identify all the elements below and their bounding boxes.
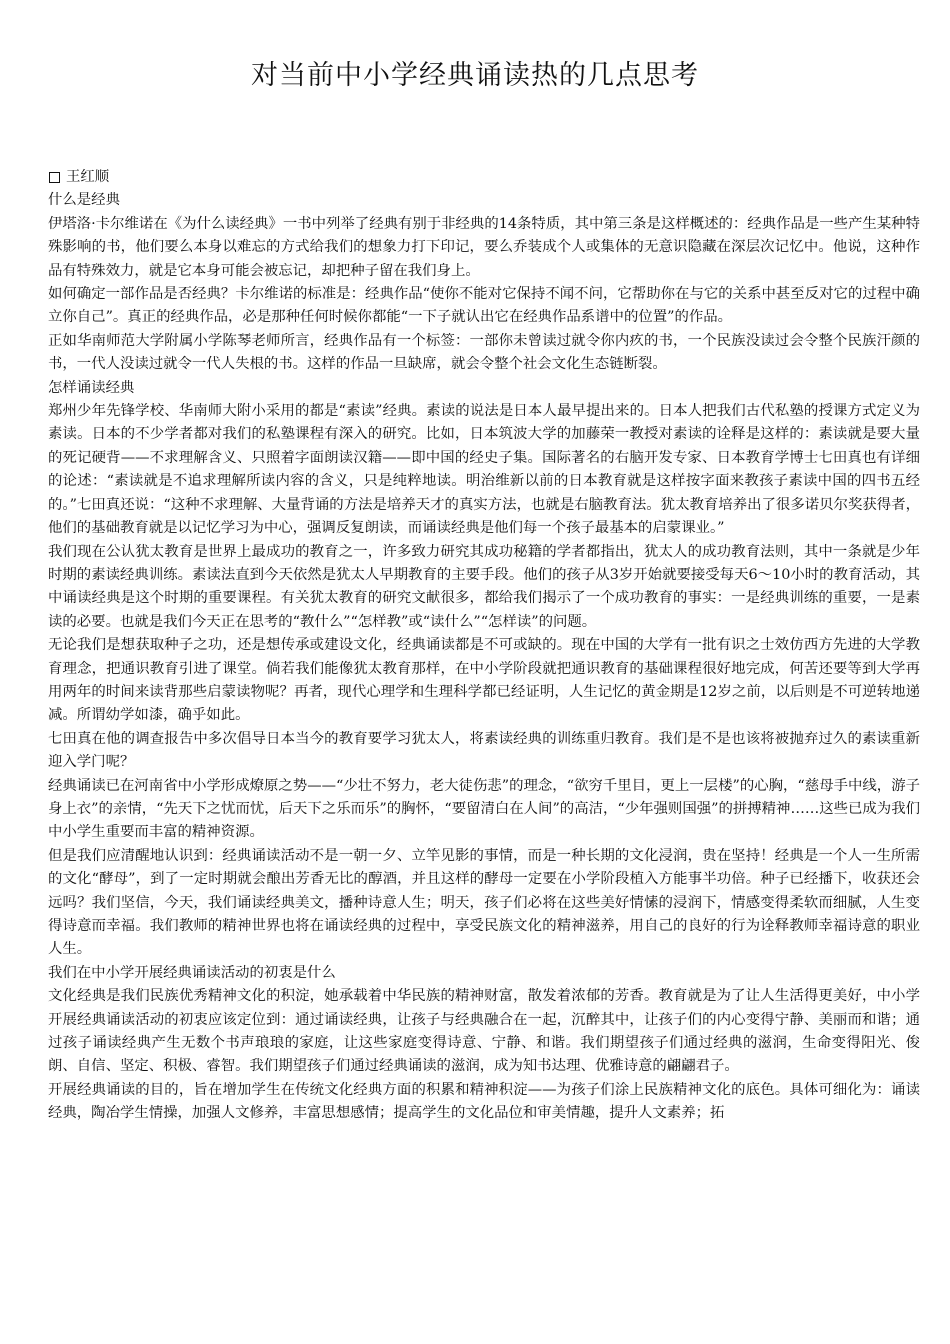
page-title: 对当前中小学经典诵读热的几点思考: [251, 60, 699, 91]
section-heading-how-to-read: 怎样诵读经典: [48, 379, 135, 396]
section-heading-what-is-classic: 什么是经典: [48, 192, 120, 209]
author-name: 王红顺: [66, 169, 110, 185]
paragraph: 正如华南师范大学附属小学陈琴老师所言，经典作品有一个标签：一部你未曾读过就令你内疚的书，一个民族没读过会令整个民族汗颜的书，一代人没读过就令一代人失根的书。这样的作品一旦缺席，就会令整个社会文化生态链断裂。: [48, 332, 920, 373]
paragraph: 开展经典诵读的目的，旨在增加学生在传统文化经典方面的积累和精神积淀——为孩子们涂上民族精神文化的底色。具体可细化为：诵读经典，陶冶学生情操，加强人文修养，丰富思想感情；提高学生的文化品位和审美情趣，提升人文素养；拓: [48, 1081, 920, 1122]
paragraph: 七田真在他的调查报告中多次倡导日本当今的教育要学习犹太人，将素读经典的训练重归教育。我们是不是也该将被抛弃过久的素读重新迎入学门呢？: [48, 730, 920, 771]
checkbox-square-icon: [49, 172, 60, 183]
paragraph: 郑州少年先锋学校、华南师大附小采用的都是“素读”经典。素读的说法是日本人最早提出来的。日本人把我们古代私塾的授课方式定义为素读。日本的不少学者都对我们的私塾课程有深入的研究。比如，日本筑波大学的加藤荣一教授对素读的诠释是这样的：素读就是要大量的死记硬背——不求理解含义、只照着字面朗读汉籍——即中国的经史子集。国际著名的右脑开发专家、日本教育学博士七田真也有详细的论述：“素读就是不追求理解所读内容的含义，只是纯粹地读。明治维新以前的日本教育就是这样按字面来教孩子素读中国的四书五经的。”七田真还说：“这种不求理解、大量背诵的方法是培养天才的真实方法，也就是右脑教育法。犹太教育培养出了很多诺贝尔奖获得者，他们的基础教育就是以记忆学习为中心，强调反复朗读，而诵读经典是他们每一个孩子最基本的启蒙课业。”: [48, 403, 920, 537]
paragraph: 无论我们是想获取种子之功，还是想传承或建设文化，经典诵读都是不可或缺的。现在中国的大学有一批有识之士效仿西方先进的大学教育理念，把通识教育引进了课堂。倘若我们能像犹太教育那样，在中小学阶段就把通识教育的基础课程很好地完成，何苦还要等到大学再用两年的时间来读背那些启蒙读物呢？再者，现代心理学和生理科学都已经证明，人生记忆的黄金期是12岁之前，以后则是不可逆转地递减。所谓幼学如漆，确乎如此。: [48, 637, 920, 724]
article-body: [48, 166, 920, 1126]
paragraph: 但是我们应清醒地认识到：经典诵读活动不是一朝一夕、立竿见影的事情，而是一种长期的文化浸润，贵在坚持！经典是一个人一生所需的文化“酵母”，到了一定时期就会酿出芳香无比的醇酒，并且这样的酵母一定要在小学阶段植入方能事半功倍。种子已经播下，收获还会远吗？我们坚信，今天，我们诵读经典美文，播种诗意人生；明天，孩子们必将在这些美好情愫的浸润下，情感变得柔软而细腻，人生变得诗意而幸福。我们教师的精神世界也将在诵读经典的过程中，享受民族文化的精神滋养，用自己的良好的行为诠释教师幸福诗意的职业人生。: [48, 847, 920, 958]
paragraph: 如何确定一部作品是否经典？卡尔维诺的标准是：经典作品“使你不能对它保持不闻不问，它帮助你在与它的关系中甚至反对它的过程中确立你自己”。真正的经典作品，必是那种任何时候你都能“一下子就认出它在经典作品系谱中的位置”的作品。: [48, 286, 920, 326]
paragraph: 文化经典是我们民族优秀精神文化的积淀，她承载着中华民族的精神财富，散发着浓郁的芳香。教育就是为了让人生活得更美好，中小学开展经典诵读活动的初衷应该定位到：通过诵读经典，让孩子与经典融合在一起，沉醉其中，让孩子们的内心变得宁静、美丽而和谐；通过孩子诵读经典产生无数个书声琅琅的家庭，让这些家庭变得诗意、宁静、和谐。我们期望孩子们通过经典的滋润，生命变得阳光、俊朗、自信、坚定、积极、睿智。我们期望孩子们通过经典诵读的滋润，成为知书达理、优雅诗意的翩翩君子。: [48, 988, 920, 1075]
author-line: [48, 166, 920, 189]
paragraph: 伊塔洛·卡尔维诺在《为什么读经典》一书中列举了经典有别于非经典的14条特质，其中第三条是这样概述的：经典作品是一些产生某种特殊影响的书，他们要么本身以难忘的方式给我们的想象力打下印记，要么乔装成个人或集体的无意识隐藏在深层次记忆中。他说，这种作品有特殊效力，就是它本身可能会被忘记，却把种子留在我们身上。: [48, 215, 920, 279]
paragraph: 我们现在公认犹太教育是世界上最成功的教育之一，许多致力研究其成功秘籍的学者都指出，犹太人的成功教育法则，其中一条就是少年时期的素读经典训练。素读法直到今天依然是犹太人早期教育的主要手段。他们的孩子从3岁开始就要接受每天6～10小时的教育活动，其中诵读经典是这个时期的重要课程。有关犹太教育的研究文献很多，都给我们揭示了一个成功教育的事实：一是经典训练的重要，一是素读的必要。也就是我们今天正在思考的“教什么”“怎样教”或“读什么”“怎样读”的问题。: [48, 543, 920, 630]
section-heading-original-intent: 我们在中小学开展经典诵读活动的初衷是什么: [48, 964, 336, 981]
paragraph: 经典诵读已在河南省中小学形成燎原之势——“少壮不努力，老大徒伤悲”的理念，“欲穷千里目，更上一层楼”的心胸，“慈母手中线，游子身上衣”的亲情，“先天下之忧而忧，后天下之乐而乐”的胸怀，“要留清白在人间”的高洁，“少年强则国强”的拼搏精神……这些已成为我们中小学生重要而丰富的精神资源。: [48, 777, 920, 841]
